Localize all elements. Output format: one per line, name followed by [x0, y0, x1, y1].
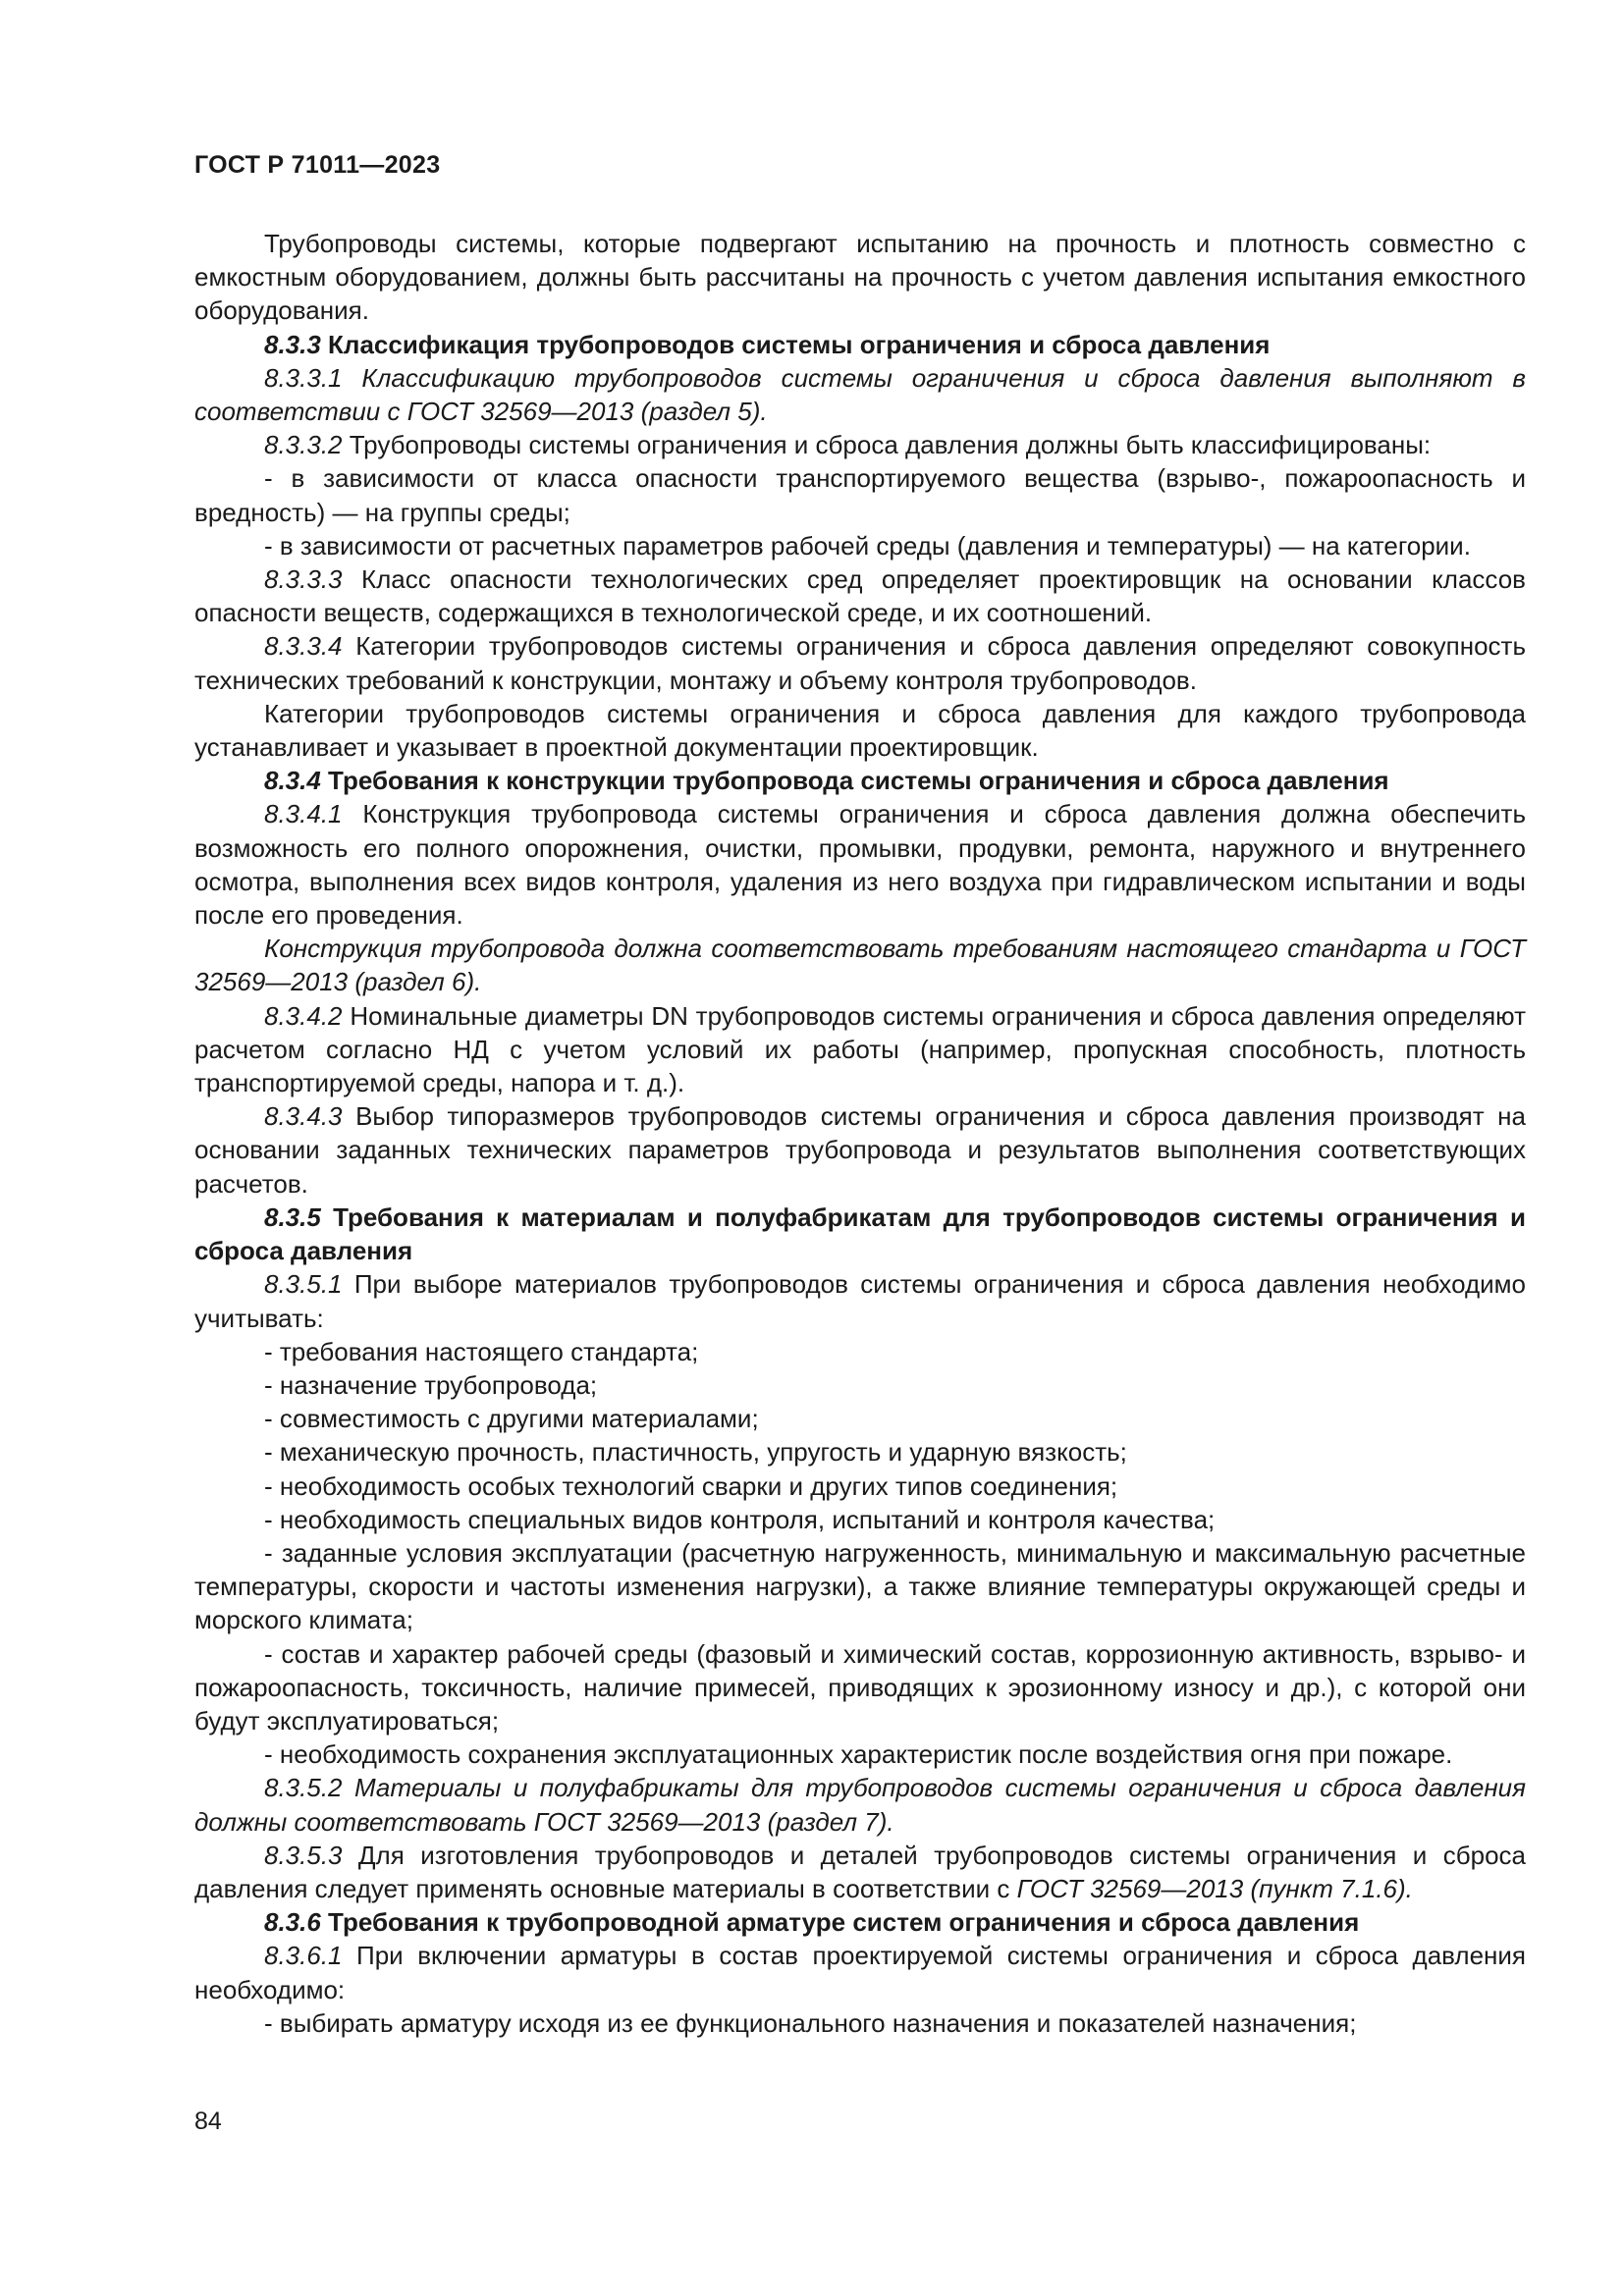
paragraph: [194, 932, 1526, 998]
paragraph: [194, 999, 1526, 1100]
clause-number: 8.3.5: [264, 1201, 321, 1232]
paragraph-text: - совместимость с другими материалами;: [264, 1404, 759, 1434]
paragraph-text: Категории трубопроводов системы ограничения и сброса давления определяют совокупность технических требований к конструкции, монтажу и объему контроля трубопроводов.: [194, 631, 1526, 695]
paragraph-text: ГОСТ 32569—2013 (пункт 7.1.6).: [1016, 1873, 1413, 1903]
paragraph: [194, 1737, 1526, 1771]
paragraph: [194, 697, 1526, 764]
paragraph-text: - требования настоящего стандарта;: [264, 1336, 699, 1366]
paragraph-text: - необходимость специальных видов контроля, испытаний и контроля качества;: [264, 1504, 1216, 1534]
clause-number: 8.3.5.3: [264, 1840, 343, 1870]
paragraph: [194, 797, 1526, 932]
paragraph: [194, 1536, 1526, 1637]
paragraph: [194, 1368, 1526, 1402]
document-header: ГОСТ Р 71011—2023: [194, 151, 441, 179]
paragraph-text: Конструкция трубопровода системы ограничения и сброса давления должна обеспечить возможность его полного опорожнения, очистки, промывки, продувки, ремонта, наружного и внутреннего осмотра, выполнения всех видов контроля, удаления из него воздуха при гидравлическом испытании и воды после его проведения.: [194, 799, 1526, 931]
paragraph-text: При включении арматуры в состав проектируемой системы ограничения и сброса давления необходимо:: [194, 1941, 1526, 2004]
paragraph: [194, 428, 1526, 461]
page-number: 84: [194, 2108, 222, 2135]
clause-number: 8.3.4: [264, 766, 321, 796]
section-heading: [194, 328, 1526, 361]
paragraph-text: Требования к конструкции трубопровода системы ограничения и сброса давления: [320, 766, 1389, 796]
clause-number: 8.3.3.2: [264, 430, 343, 460]
paragraph-text: Для изготовления трубопроводов и деталей трубопроводов системы ограничения и сброса давления следует применять основные материалы в соответствии с: [194, 1840, 1526, 1903]
paragraph-text: - назначение трубопровода;: [264, 1369, 598, 1400]
paragraph-text: Классификацию трубопроводов системы ограничения и сброса давления выполняют в соответствии с ГОСТ 32569—2013 (раздел 5).: [194, 362, 1526, 427]
paragraph-text: Трубопроводы системы, которые подвергают испытанию на прочность и плотность совместно с емкостным оборудованием, должны быть рассчитаны на прочность с учетом давления испытания емкостного оборудования.: [194, 229, 1526, 326]
paragraph-text: Категории трубопроводов системы ограничения и сброса давления для каждого трубопровода устанавливает и указывает в проектной документации проектировщик.: [194, 698, 1526, 763]
paragraph-text: - выбирать арматуру исходя из ее функционального назначения и показателей назначения;: [264, 2007, 1357, 2038]
paragraph: [194, 1469, 1526, 1503]
clause-number: 8.3.6.1: [264, 1941, 343, 1971]
clause-number: 8.3.5.2: [264, 1773, 343, 1803]
paragraph-text: - заданные условия эксплуатации (расчетную нагруженность, минимальную и максимальную расчетные температуры, скорости и частоты изменения нагрузки), а также влияние температуры окружающей среды и морского климата;: [194, 1537, 1526, 1635]
paragraph-text: - необходимость особых технологий сварки и других типов соединения;: [264, 1470, 1118, 1501]
paragraph-text: Конструкция трубопровода должна соответствовать требованиям настоящего стандарта и ГОСТ 32569—2013 (раздел 6).: [194, 934, 1526, 997]
paragraph: [194, 1503, 1526, 1536]
paragraph: [194, 629, 1526, 696]
paragraph-text: Классификация трубопроводов системы ограничения и сброса давления: [320, 329, 1271, 359]
paragraph-text: При выборе материалов трубопроводов системы ограничения и сброса давления необходимо учитывать:: [194, 1269, 1526, 1333]
document-body: [194, 227, 1526, 2040]
clause-number: 8.3.4.3: [264, 1101, 343, 1132]
clause-number: 8.3.6: [264, 1907, 321, 1938]
paragraph: [194, 227, 1526, 328]
paragraph: [194, 1335, 1526, 1368]
paragraph-text: Выбор типоразмеров трубопроводов системы ограничения и сброса давления производят на основании заданных технических параметров трубопровода и результатов выполнения соответствующих расчетов.: [194, 1101, 1526, 1199]
paragraph-text: - необходимость сохранения эксплуатационных характеристик после воздействия огня при пожаре.: [264, 1739, 1453, 1770]
paragraph: [194, 361, 1526, 428]
paragraph-text: Требования к материалам и полуфабрикатам для трубопроводов системы ограничения и сброса давления: [194, 1201, 1526, 1266]
paragraph: [194, 529, 1526, 562]
paragraph: [194, 1402, 1526, 1435]
clause-number: 8.3.3.3: [264, 564, 343, 595]
paragraph: [194, 461, 1526, 528]
clause-number: 8.3.3: [264, 329, 321, 359]
paragraph-text: - в зависимости от класса опасности транспортируемого вещества (взрыво-, пожароопасность и вредность) — на группы среды;: [194, 463, 1526, 527]
paragraph: [194, 1939, 1526, 2005]
clause-number: 8.3.3.1: [264, 362, 343, 393]
paragraph: [194, 562, 1526, 629]
section-heading: [194, 1201, 1526, 1267]
paragraph-text: Материалы и полуфабрикаты для трубопроводов системы ограничения и сброса давления должны соответствовать ГОСТ 32569—2013 (раздел 7).: [194, 1773, 1526, 1837]
paragraph: [194, 1637, 1526, 1738]
paragraph: [194, 2006, 1526, 2040]
paragraph: [194, 1435, 1526, 1468]
paragraph: [194, 1839, 1526, 1905]
clause-number: 8.3.3.4: [264, 631, 343, 662]
paragraph-text: - в зависимости от расчетных параметров рабочей среды (давления и температуры) — на категории.: [264, 530, 1471, 561]
clause-number: 8.3.4.2: [264, 1000, 343, 1031]
section-heading: [194, 764, 1526, 797]
paragraph: [194, 1771, 1526, 1838]
paragraph-text: Требования к трубопроводной арматуре систем ограничения и сброса давления: [320, 1907, 1360, 1938]
clause-number: 8.3.5.1: [264, 1269, 343, 1300]
paragraph: [194, 1099, 1526, 1201]
paragraph-text: Класс опасности технологических сред определяет проектировщик на основании классов опасности веществ, содержащихся в технологической среде, и их соотношений.: [194, 564, 1526, 628]
paragraph: [194, 1267, 1526, 1334]
section-heading: [194, 1905, 1526, 1939]
paragraph-text: Номинальные диаметры DN трубопроводов системы ограничения и сброса давления определяют расчетом согласно НД с учетом условий их работы (например, пропускная способность, плотность транспортируемой среды, напора и т. д.).: [194, 1000, 1526, 1098]
paragraph-text: - состав и характер рабочей среды (фазовый и химический состав, коррозионную активность, взрыво- и пожароопасность, токсичность, наличие примесей, приводящих к эрозионному износу и др.), с которой они будут эксплуатироваться;: [194, 1638, 1526, 1735]
paragraph-text: - механическую прочность, пластичность, упругость и ударную вязкость;: [264, 1437, 1127, 1468]
clause-number: 8.3.4.1: [264, 799, 343, 829]
paragraph-text: Трубопроводы системы ограничения и сброса давления должны быть классифицированы:: [342, 430, 1432, 460]
